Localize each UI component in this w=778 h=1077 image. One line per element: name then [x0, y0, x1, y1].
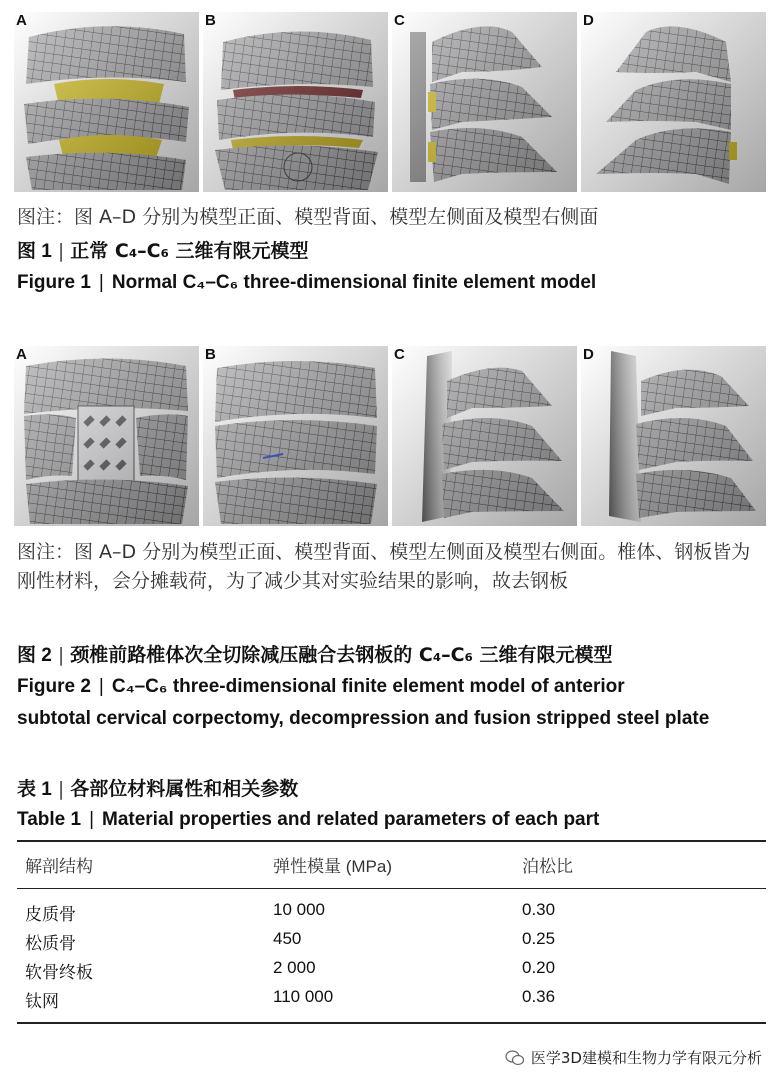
cell-structure: 皮质骨	[25, 905, 76, 925]
panel-label-d: D	[583, 346, 594, 363]
panel-label-b: B	[205, 346, 216, 363]
table-top-rule	[17, 840, 766, 842]
figure-1-caption-cn: 图 1 | 正常 C₄–C₆ 三维有限元模型	[17, 240, 309, 262]
figure-2-title-en-line-1: C₄–C₆ three-dimensional finite element model of anterior	[111, 676, 625, 697]
figure-1-number-en: Figure 1	[17, 272, 91, 293]
figure-1-number-cn: 图 1	[17, 241, 52, 262]
cell-modulus: 450	[273, 929, 302, 948]
corpectomy-left-view-image	[392, 346, 577, 526]
figure-1-title-en: Normal C₄–C₆ three-dimensional finite element model	[111, 272, 597, 293]
figure-1-note: 图注：图 A–D 分别为模型正面、模型背面、模型左侧面及模型右侧面	[17, 206, 599, 228]
corpectomy-back-view-image	[203, 346, 388, 526]
spine-left-view-image	[392, 12, 577, 192]
cell-poisson: 0.30	[522, 900, 556, 919]
cell-modulus: 10 000	[273, 900, 325, 919]
figure-1-panel-a	[14, 12, 199, 192]
corpectomy-right-view-image	[581, 346, 766, 526]
table-row	[17, 987, 766, 1015]
cell-modulus: 2 000	[273, 958, 316, 977]
table-row	[17, 958, 766, 986]
table-1-title-en: Material properties and related parameters of each part	[102, 809, 600, 830]
figure-1-panels	[14, 12, 766, 192]
spine-back-view-image	[203, 12, 388, 192]
figure-2-panel-d	[581, 346, 766, 526]
table-1-caption-en: Table 1 | Material properties and related parameters of each part	[17, 809, 600, 830]
panel-label-a: A	[16, 12, 27, 29]
figure-2-panel-a	[14, 346, 199, 526]
cell-structure: 松质骨	[25, 934, 76, 954]
table-header-rule	[17, 888, 766, 889]
panel-label-d: D	[583, 12, 594, 29]
spine-right-view-image	[581, 12, 766, 192]
cell-structure: 软骨终板	[25, 963, 93, 983]
header-poisson-ratio: 泊松比	[522, 857, 573, 876]
figure-1-panel-b	[203, 12, 388, 192]
table-header-row	[17, 852, 766, 880]
header-structure: 解剖结构	[25, 857, 93, 877]
cell-poisson: 0.25	[522, 929, 556, 948]
table-row	[17, 900, 766, 928]
figure-2-note: 图注：图 A–D 分别为模型正面、模型背面、模型左侧面及模型右侧面。椎体、钢板皆为刚性材料，会分摊载荷，为了减少其对实验结果的影响，故去钢板	[17, 541, 751, 592]
table-1-title-cn: 各部位材料属性和相关参数	[70, 778, 299, 800]
table-1-number-en: Table 1	[17, 809, 82, 830]
header-elastic-modulus: 弹性模量 (MPa)	[273, 857, 392, 876]
figure-2-panels	[14, 346, 766, 526]
wechat-watermark	[505, 1047, 762, 1068]
panel-label-a: A	[16, 346, 27, 363]
cell-poisson: 0.36	[522, 987, 556, 1006]
wechat-icon	[505, 1050, 525, 1066]
cell-modulus: 110 000	[273, 987, 334, 1006]
figure-1-panel-d	[581, 12, 766, 192]
table-row	[17, 929, 766, 957]
figure-1-caption-en: Figure 1 | Normal C₄–C₆ three-dimensional finite element model	[17, 272, 597, 293]
watermark-text: 医学3D建模和生物力学有限元分析	[530, 1049, 762, 1067]
table-1-caption-cn: 表 1 | 各部位材料属性和相关参数	[17, 778, 299, 800]
cell-structure: 钛网	[25, 992, 59, 1012]
panel-label-c: C	[394, 12, 405, 29]
spine-front-view-image	[14, 12, 199, 192]
figure-2-title-en-line-2: subtotal cervical corpectomy, decompression and fusion stripped steel plate	[17, 708, 710, 729]
corpectomy-front-view-image	[14, 346, 199, 526]
figure-2-caption-en: Figure 2 | C₄–C₆ three-dimensional finite element model of anterior subtotal cervical corpectomy, decompression and fusion stripped steel plate	[17, 671, 709, 735]
figure-1-panel-c	[392, 12, 577, 192]
table-bottom-rule	[17, 1022, 766, 1024]
figure-2-title-cn: 颈椎前路椎体次全切除减压融合去钢板的 C₄–C₆ 三维有限元模型	[70, 644, 613, 666]
cell-poisson: 0.20	[522, 958, 556, 977]
figure-2-panel-b	[203, 346, 388, 526]
figure-2-caption-cn: 图 2 | 颈椎前路椎体次全切除减压融合去钢板的 C₄–C₆ 三维有限元模型	[17, 644, 613, 666]
figure-2-panel-c	[392, 346, 577, 526]
panel-label-c: C	[394, 346, 405, 363]
figure-2-number-en: Figure 2	[17, 676, 91, 697]
figure-2-number-cn: 图 2	[17, 645, 52, 666]
table-1-number-cn: 表 1	[17, 779, 52, 800]
panel-label-b: B	[205, 12, 216, 29]
figure-1-title-cn: 正常 C₄–C₆ 三维有限元模型	[70, 240, 309, 262]
